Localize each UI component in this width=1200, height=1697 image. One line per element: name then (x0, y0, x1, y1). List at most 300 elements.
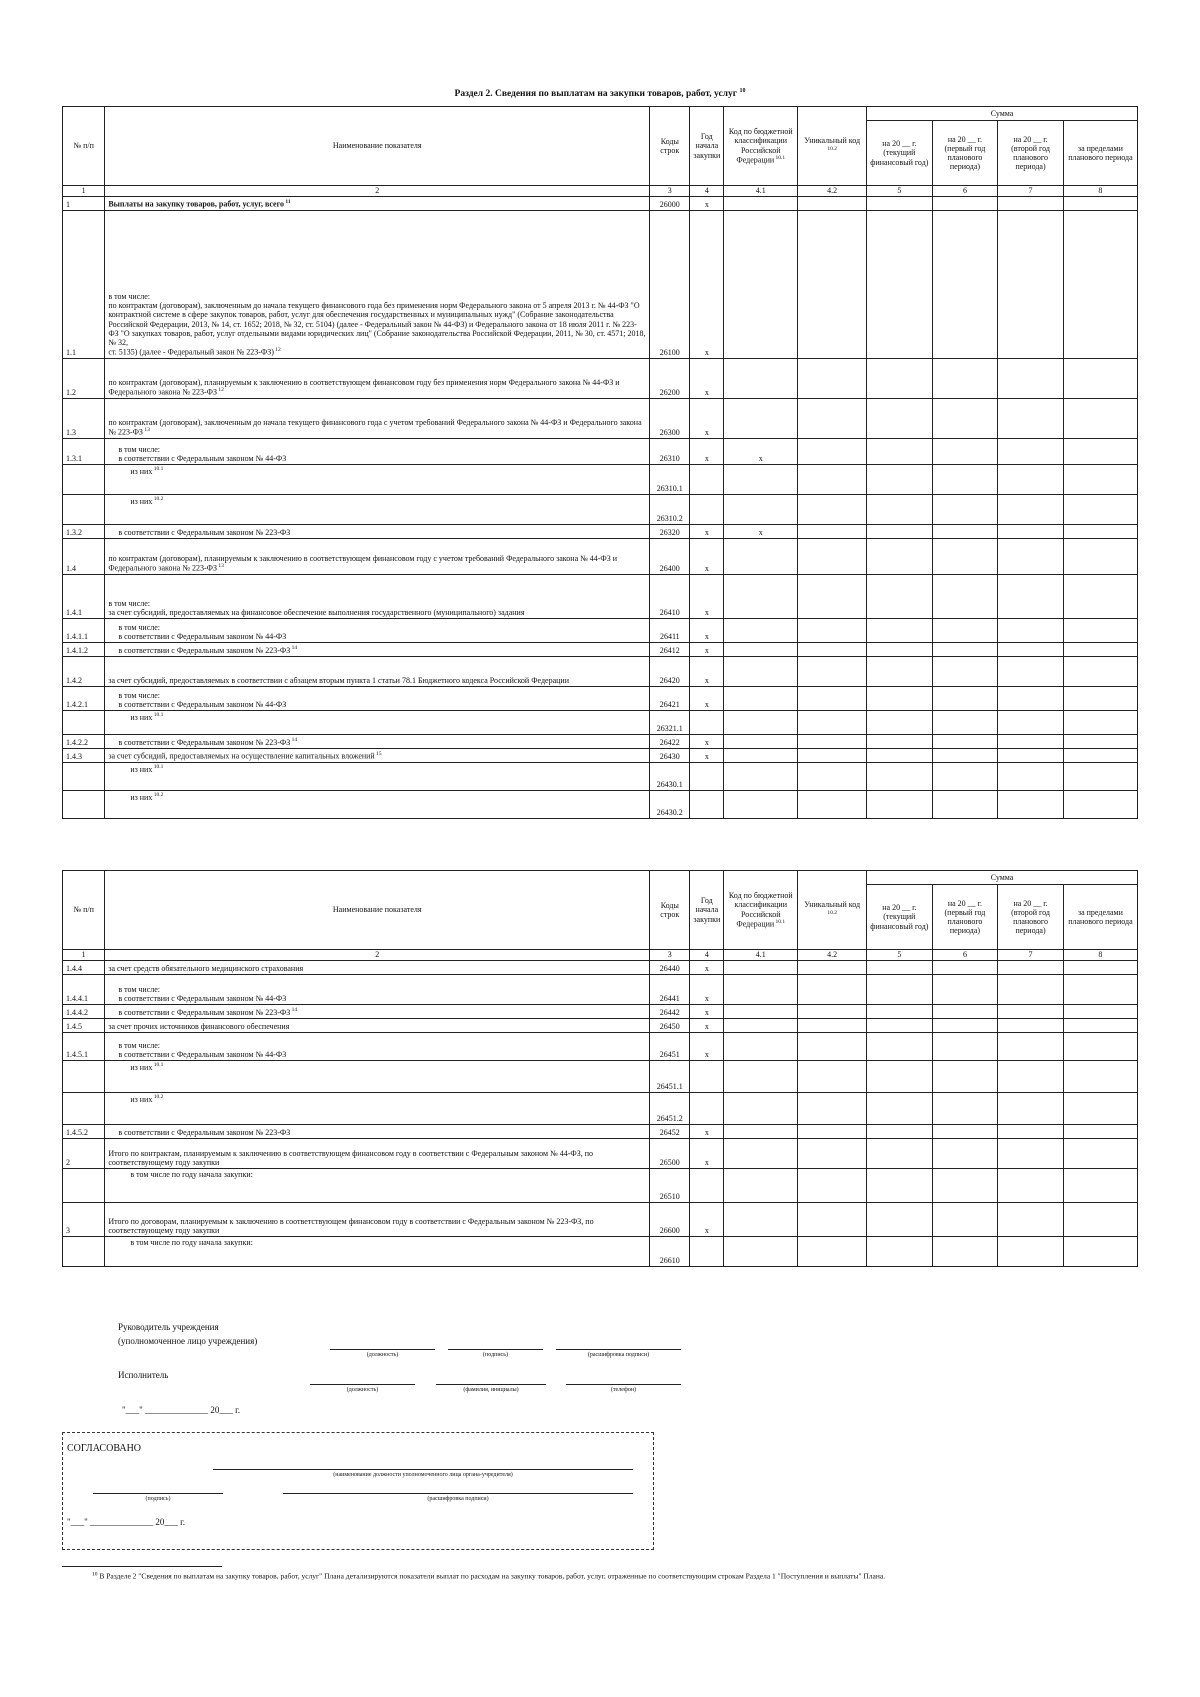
value-cell[interactable] (867, 1237, 933, 1267)
value-cell[interactable] (932, 1125, 998, 1139)
value-cell[interactable] (998, 465, 1064, 495)
row-year: x (690, 359, 724, 399)
row-name: за счет прочих источников финансового обеспечения (105, 1019, 650, 1033)
row-name: в том числе: в соответствии с Федеральным законом № 44-ФЗ (105, 975, 650, 1005)
value-cell[interactable] (998, 1061, 1064, 1093)
row-name: по контрактам (договорам), планируемым к заключению в соответствующем финансовом году без применения норм Федерального закона № 44-ФЗ и Федерального закона № 223-ФЗ $^{12}$ (105, 359, 650, 399)
value-cell[interactable] (932, 439, 998, 465)
row-number (63, 763, 105, 791)
value-cell[interactable] (798, 1237, 867, 1267)
value-cell[interactable] (998, 763, 1064, 791)
row-number: 1.4.4.1 (63, 975, 105, 1005)
table-row (63, 619, 1138, 643)
value-cell[interactable] (998, 643, 1064, 657)
value-cell[interactable] (932, 525, 998, 539)
value-cell[interactable] (932, 465, 998, 495)
value-cell[interactable] (1063, 1203, 1137, 1237)
row-number (63, 1237, 105, 1267)
footnote: $^{10}$ В Разделе 2 "Сведения по выплатам на закупку товаров, работ, услуг" Плана детализируются показатели выплат по расходам на закупку товаров, работ, услуг, отраженные по соответствующим строкам Раздела 1 "Поступления и выплаты" Плана. (62, 1566, 1142, 1583)
value-cell[interactable] (1063, 749, 1137, 763)
col-index: 2 (105, 186, 650, 197)
row-code: 26100 (650, 211, 690, 359)
agreement-date: "___" ______________ 20___ г. (67, 1517, 186, 1527)
value-cell[interactable] (867, 1061, 933, 1093)
value-cell[interactable] (867, 961, 933, 975)
value-cell[interactable] (798, 791, 867, 819)
value-cell[interactable] (798, 1019, 867, 1033)
row-code: 26000 (650, 197, 690, 211)
value-cell[interactable] (932, 1237, 998, 1267)
value-cell[interactable] (1063, 211, 1137, 359)
value-cell[interactable] (998, 961, 1064, 975)
value-cell[interactable] (1063, 1169, 1137, 1203)
table-row (63, 495, 1138, 525)
row-name: за счет средств обязательного медицинского страхования (105, 961, 650, 975)
value-cell[interactable] (1063, 465, 1137, 495)
value-cell[interactable] (867, 539, 933, 575)
row-year: x (690, 749, 724, 763)
col-index: 4 (690, 950, 724, 961)
value-cell[interactable] (798, 1203, 867, 1237)
row-code: 26200 (650, 359, 690, 399)
value-cell[interactable] (867, 1033, 933, 1061)
value-cell[interactable] (867, 1005, 933, 1019)
value-cell[interactable] (998, 791, 1064, 819)
row-bk (724, 961, 798, 975)
row-code: 26310.2 (650, 495, 690, 525)
row-code: 26421 (650, 687, 690, 711)
row-name: из них $^{10.1}$ (105, 1061, 650, 1093)
row-name: в том числе по году начала закупки: (105, 1237, 650, 1267)
row-year: x (690, 211, 724, 359)
value-cell[interactable] (1063, 525, 1137, 539)
row-bk (724, 495, 798, 525)
value-cell[interactable] (867, 749, 933, 763)
value-cell[interactable] (1063, 1139, 1137, 1169)
value-cell[interactable] (798, 575, 867, 619)
value-cell[interactable] (867, 1125, 933, 1139)
value-cell[interactable] (932, 735, 998, 749)
value-cell[interactable] (867, 763, 933, 791)
table-row (63, 1139, 1138, 1169)
value-cell[interactable] (798, 619, 867, 643)
row-name: из них $^{10.1}$ (105, 465, 650, 495)
value-cell[interactable] (1063, 763, 1137, 791)
value-cell[interactable] (932, 359, 998, 399)
value-cell[interactable] (1063, 359, 1137, 399)
value-cell[interactable] (998, 1019, 1064, 1033)
value-cell[interactable] (867, 399, 933, 439)
value-cell[interactable] (867, 1139, 933, 1169)
value-cell[interactable] (1063, 1125, 1137, 1139)
row-number: 1.4.3 (63, 749, 105, 763)
col-index: 7 (998, 950, 1064, 961)
row-code: 26451.2 (650, 1093, 690, 1125)
value-cell[interactable] (932, 657, 998, 687)
value-cell[interactable] (932, 975, 998, 1005)
value-cell[interactable] (1063, 197, 1137, 211)
table-row (63, 211, 1138, 359)
value-cell[interactable] (867, 711, 933, 735)
row-year (690, 1237, 724, 1267)
col-index: 6 (932, 186, 998, 197)
table-row (63, 465, 1138, 495)
value-cell[interactable] (867, 359, 933, 399)
value-cell[interactable] (798, 465, 867, 495)
col-index: 1 (63, 186, 105, 197)
row-year: x (690, 575, 724, 619)
table-row (63, 975, 1138, 1005)
value-cell[interactable] (798, 961, 867, 975)
value-cell[interactable] (1063, 575, 1137, 619)
value-cell[interactable] (867, 1169, 933, 1203)
row-name: из них $^{10.1}$ (105, 763, 650, 791)
value-cell[interactable] (932, 619, 998, 643)
col-index: 4 (690, 186, 724, 197)
value-cell[interactable] (867, 687, 933, 711)
value-cell[interactable] (798, 525, 867, 539)
row-year: x (690, 525, 724, 539)
value-cell[interactable] (867, 643, 933, 657)
col-sum-4-header: за пределами планового периода (1063, 885, 1137, 950)
col-index: 8 (1063, 950, 1137, 961)
value-cell[interactable] (932, 1033, 998, 1061)
head-label: Руководитель учреждения (118, 1322, 219, 1332)
row-bk: x (724, 525, 798, 539)
row-number (63, 1061, 105, 1093)
value-cell[interactable] (1063, 961, 1137, 975)
row-number: 1.4.2.2 (63, 735, 105, 749)
row-code: 26321.1 (650, 711, 690, 735)
executor-phone-line[interactable] (566, 1384, 681, 1385)
row-number: 1.4.5.2 (63, 1125, 105, 1139)
table-row (63, 399, 1138, 439)
agreement-box (62, 1432, 654, 1550)
table-row (63, 525, 1138, 539)
value-cell[interactable] (867, 1203, 933, 1237)
value-cell[interactable] (998, 657, 1064, 687)
position-line[interactable] (330, 1349, 435, 1350)
value-cell[interactable] (932, 643, 998, 657)
row-name: в том числе: в соответствии с Федеральным законом № 44-ФЗ (105, 439, 650, 465)
row-name: Итого по договорам, планируемым к заключению в соответствующем финансовом году в соответствии с Федеральным законом № 223-ФЗ, по соответствующему году закупки (105, 1203, 650, 1237)
row-bk (724, 1061, 798, 1093)
value-cell[interactable] (798, 1061, 867, 1093)
row-name: по контрактам (договорам), заключенным до начала текущего финансового года с учетом требований Федерального закона № 44-ФЗ и Федерального закона № 223-ФЗ $^{13}$ (105, 399, 650, 439)
row-name: в том числе: в соответствии с Федеральным законом № 44-ФЗ (105, 619, 650, 643)
value-cell[interactable] (932, 687, 998, 711)
row-number (63, 791, 105, 819)
value-cell[interactable] (932, 197, 998, 211)
row-year (690, 711, 724, 735)
row-code: 26411 (650, 619, 690, 643)
row-bk (724, 211, 798, 359)
col-sum-2-header: на 20 __ г. (первый год планового периода) (932, 121, 998, 186)
row-year: x (690, 1033, 724, 1061)
value-cell[interactable] (867, 735, 933, 749)
value-cell[interactable] (867, 465, 933, 495)
value-cell[interactable] (998, 359, 1064, 399)
agreement-sign-line[interactable] (93, 1493, 223, 1494)
value-cell[interactable] (867, 211, 933, 359)
value-cell[interactable] (798, 197, 867, 211)
value-cell[interactable] (932, 1061, 998, 1093)
row-bk (724, 1033, 798, 1061)
value-cell[interactable] (998, 619, 1064, 643)
col-bk-header: Код по бюджетной классификации Российской Федерации $^{10.1}$ (724, 871, 798, 950)
cap-sign: (подпись) (483, 1352, 508, 1358)
value-cell[interactable] (932, 575, 998, 619)
row-number: 1.4.4 (63, 961, 105, 975)
row-bk (724, 763, 798, 791)
value-cell[interactable] (998, 525, 1064, 539)
value-cell[interactable] (1063, 1093, 1137, 1125)
table-row (63, 539, 1138, 575)
value-cell[interactable] (798, 975, 867, 1005)
row-bk (724, 359, 798, 399)
agreement-cap-decode: (расшифровка подписи) (427, 1496, 489, 1502)
row-bk (724, 1169, 798, 1203)
row-number: 1.4.5.1 (63, 1033, 105, 1061)
value-cell[interactable] (998, 1139, 1064, 1169)
col-index: 5 (867, 186, 933, 197)
sign-line[interactable] (448, 1349, 543, 1350)
row-number: 1.4.2.1 (63, 687, 105, 711)
value-cell[interactable] (998, 687, 1064, 711)
row-code: 26430.2 (650, 791, 690, 819)
row-number: 1.4.4.2 (63, 1005, 105, 1019)
value-cell[interactable] (998, 1237, 1064, 1267)
value-cell[interactable] (932, 1169, 998, 1203)
value-cell[interactable] (798, 643, 867, 657)
value-cell[interactable] (867, 1093, 933, 1125)
value-cell[interactable] (1063, 711, 1137, 735)
value-cell[interactable] (798, 1093, 867, 1125)
value-cell[interactable] (1063, 619, 1137, 643)
value-cell[interactable] (998, 1125, 1064, 1139)
row-number: 1.1 (63, 211, 105, 359)
table-row (63, 763, 1138, 791)
value-cell[interactable] (932, 1139, 998, 1169)
value-cell[interactable] (1063, 1005, 1137, 1019)
col-year-header: Год начала закупки (690, 871, 724, 950)
row-year: x (690, 687, 724, 711)
decode-line[interactable] (556, 1349, 681, 1350)
value-cell[interactable] (998, 1005, 1064, 1019)
row-name: в том числе по году начала закупки: (105, 1169, 650, 1203)
value-cell[interactable] (1063, 1033, 1137, 1061)
value-cell[interactable] (998, 539, 1064, 575)
value-cell[interactable] (998, 1169, 1064, 1203)
value-cell[interactable] (867, 197, 933, 211)
row-name: в том числе: в соответствии с Федеральным законом № 44-ФЗ (105, 687, 650, 711)
value-cell[interactable] (798, 763, 867, 791)
executor-position-line[interactable] (310, 1384, 415, 1385)
agreement-decode-line[interactable] (283, 1493, 633, 1494)
table-row (63, 791, 1138, 819)
value-cell[interactable] (998, 439, 1064, 465)
value-cell[interactable] (932, 211, 998, 359)
row-code: 26310 (650, 439, 690, 465)
value-cell[interactable] (932, 763, 998, 791)
value-cell[interactable] (932, 961, 998, 975)
value-cell[interactable] (798, 735, 867, 749)
row-bk (724, 657, 798, 687)
agreement-post-line[interactable] (213, 1469, 633, 1470)
value-cell[interactable] (1063, 791, 1137, 819)
value-cell[interactable] (867, 657, 933, 687)
row-code: 26440 (650, 961, 690, 975)
row-number: 1.2 (63, 359, 105, 399)
col-sum-3-header: на 20 __ г. (второй год планового периода) (998, 121, 1064, 186)
col-index: 4.2 (798, 186, 867, 197)
row-bk (724, 975, 798, 1005)
value-cell[interactable] (867, 439, 933, 465)
value-cell[interactable] (798, 359, 867, 399)
row-bk (724, 687, 798, 711)
row-bk (724, 711, 798, 735)
value-cell[interactable] (932, 399, 998, 439)
row-code: 26451 (650, 1033, 690, 1061)
value-cell[interactable] (932, 539, 998, 575)
value-cell[interactable] (867, 619, 933, 643)
col-sum-3-header: на 20 __ г. (второй год планового периода) (998, 885, 1064, 950)
row-bk (724, 791, 798, 819)
value-cell[interactable] (932, 1093, 998, 1125)
value-cell[interactable] (798, 495, 867, 525)
value-cell[interactable] (998, 975, 1064, 1005)
value-cell[interactable] (798, 1139, 867, 1169)
row-bk (724, 1093, 798, 1125)
value-cell[interactable] (932, 1005, 998, 1019)
footnote-text: В Разделе 2 "Сведения по выплатам на закупку товаров, работ, услуг" Плана детализируются показатели выплат по расходам на закупку товаров, работ, услуг, отраженные по соответствующим строкам Раздела 1 "Поступления и выплаты" Плана. (99, 1571, 886, 1581)
value-cell[interactable] (798, 657, 867, 687)
value-cell[interactable] (932, 495, 998, 525)
value-cell[interactable] (1063, 975, 1137, 1005)
col-index: 3 (650, 186, 690, 197)
value-cell[interactable] (798, 211, 867, 359)
value-cell[interactable] (1063, 643, 1137, 657)
col-index: 5 (867, 950, 933, 961)
value-cell[interactable] (998, 211, 1064, 359)
table-row (63, 1093, 1138, 1125)
value-cell[interactable] (932, 711, 998, 735)
value-cell[interactable] (1063, 439, 1137, 465)
row-number: 1.4.5 (63, 1019, 105, 1033)
value-cell[interactable] (867, 1019, 933, 1033)
value-cell[interactable] (798, 1125, 867, 1139)
value-cell[interactable] (1063, 399, 1137, 439)
value-cell[interactable] (867, 575, 933, 619)
cap-position-2: (должность) (346, 1387, 379, 1393)
table-row (63, 439, 1138, 465)
row-year: x (690, 1005, 724, 1019)
value-cell[interactable] (798, 687, 867, 711)
row-bk (724, 1237, 798, 1267)
value-cell[interactable] (1063, 539, 1137, 575)
value-cell[interactable] (998, 495, 1064, 525)
row-code: 26500 (650, 1139, 690, 1169)
row-name: за счет субсидий, предоставляемых на осуществление капитальных вложений $^{15}$ (105, 749, 650, 763)
value-cell[interactable] (932, 749, 998, 763)
value-cell[interactable] (1063, 657, 1137, 687)
value-cell[interactable] (998, 735, 1064, 749)
row-name: из них $^{10.2}$ (105, 791, 650, 819)
col-bk-header: Код по бюджетной классификации Российской Федерации $^{10.1}$ (724, 107, 798, 186)
row-year (690, 763, 724, 791)
value-cell[interactable] (932, 1019, 998, 1033)
value-cell[interactable] (932, 1203, 998, 1237)
value-cell[interactable] (932, 791, 998, 819)
row-year: x (690, 619, 724, 643)
value-cell[interactable] (998, 749, 1064, 763)
value-cell[interactable] (1063, 1061, 1137, 1093)
value-cell[interactable] (798, 539, 867, 575)
col-index: 6 (932, 950, 998, 961)
row-year (690, 495, 724, 525)
value-cell[interactable] (798, 749, 867, 763)
row-bk (724, 197, 798, 211)
head-label-2: (уполномоченное лицо учреждения) (118, 1336, 258, 1346)
value-cell[interactable] (798, 1033, 867, 1061)
row-bk (724, 539, 798, 575)
value-cell[interactable] (998, 1093, 1064, 1125)
table-row (63, 1005, 1138, 1019)
row-name: в соответствии с Федеральным законом № 223-ФЗ $^{14}$ (105, 643, 650, 657)
row-code: 26320 (650, 525, 690, 539)
row-number (63, 495, 105, 525)
value-cell[interactable] (1063, 687, 1137, 711)
row-code: 26610 (650, 1237, 690, 1267)
col-uniq-header: Уникальный код $^{10.2}$ (798, 107, 867, 186)
value-cell[interactable] (998, 1033, 1064, 1061)
value-cell[interactable] (998, 399, 1064, 439)
value-cell[interactable] (798, 439, 867, 465)
table-row (63, 1061, 1138, 1093)
table-row (63, 643, 1138, 657)
row-year: x (690, 975, 724, 1005)
value-cell[interactable] (867, 975, 933, 1005)
value-cell[interactable] (998, 711, 1064, 735)
table-row (63, 359, 1138, 399)
value-cell[interactable] (1063, 495, 1137, 525)
value-cell[interactable] (998, 197, 1064, 211)
value-cell[interactable] (1063, 1237, 1137, 1267)
executor-fio-line[interactable] (436, 1384, 546, 1385)
row-code: 26441 (650, 975, 690, 1005)
value-cell[interactable] (998, 1203, 1064, 1237)
value-cell[interactable] (798, 1169, 867, 1203)
value-cell[interactable] (1063, 1019, 1137, 1033)
row-year: x (690, 643, 724, 657)
value-cell[interactable] (798, 711, 867, 735)
row-number: 1.3.1 (63, 439, 105, 465)
row-year: x (690, 1019, 724, 1033)
value-cell[interactable] (867, 791, 933, 819)
row-year (690, 791, 724, 819)
row-bk (724, 465, 798, 495)
row-number: 1.4.1 (63, 575, 105, 619)
value-cell[interactable] (1063, 735, 1137, 749)
row-number: 1.4 (63, 539, 105, 575)
row-number: 1.4.2 (63, 657, 105, 687)
value-cell[interactable] (798, 399, 867, 439)
value-cell[interactable] (998, 575, 1064, 619)
row-year: x (690, 1203, 724, 1237)
value-cell[interactable] (867, 525, 933, 539)
value-cell[interactable] (867, 495, 933, 525)
value-cell[interactable] (798, 1005, 867, 1019)
